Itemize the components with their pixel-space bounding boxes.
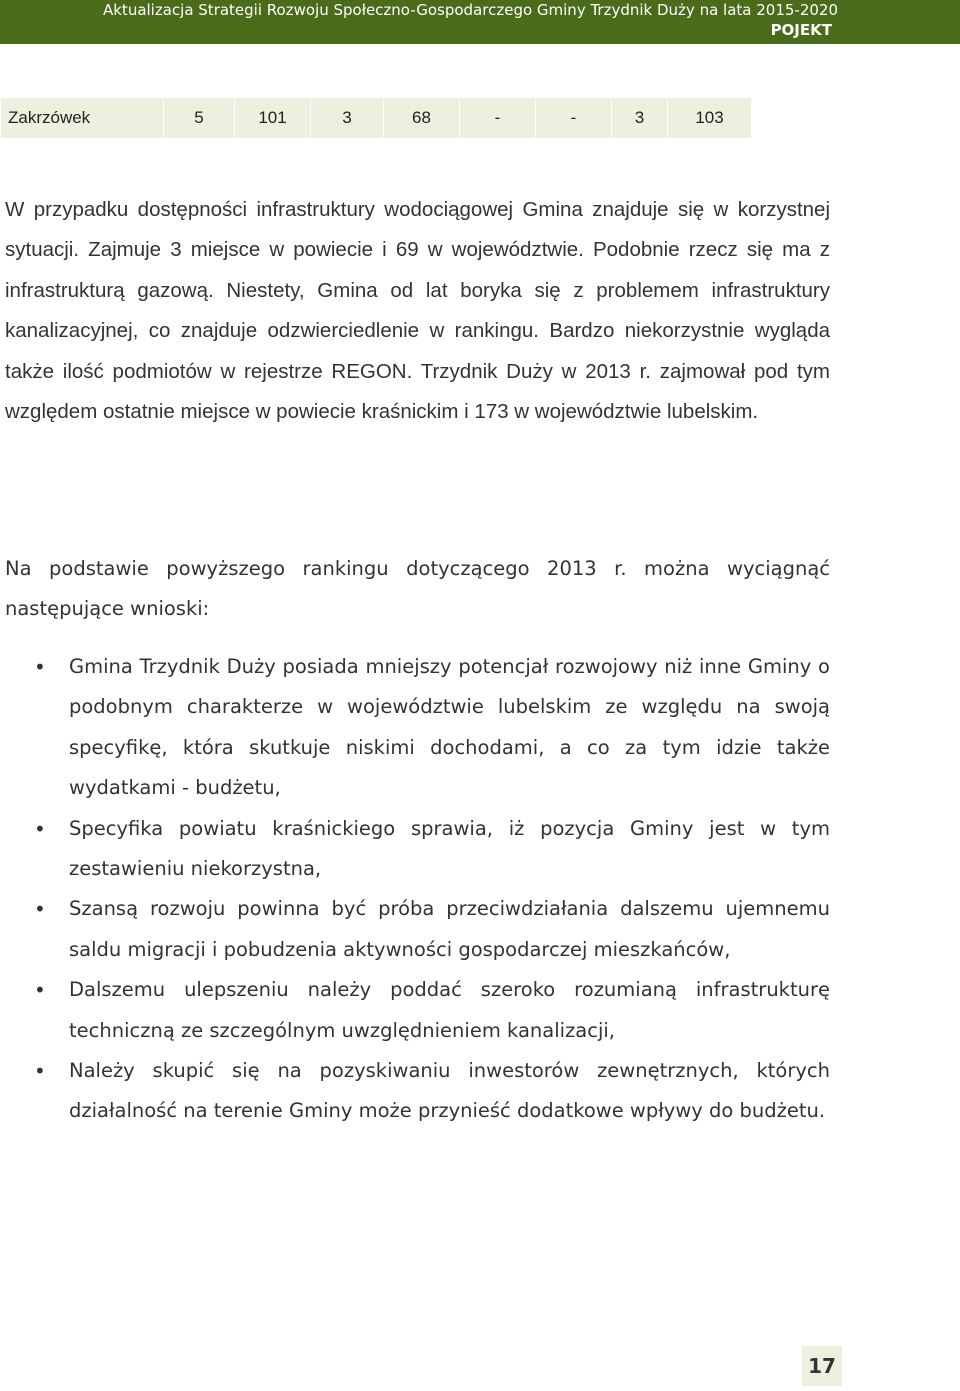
document-title: Aktualizacja Strategii Rozwoju Społeczno-Gospodarczego Gminy Trzydnik Duży na lata 2015-2020 (102, 1, 838, 19)
table-cell: 5 (164, 98, 235, 139)
table-cell-name: Zakrzówek (1, 98, 164, 139)
list-item: • Specyfika powiatu kraśnickiego sprawia, iż pozycja Gminy jest w tym zestawieniu niekorzystna, (0, 809, 830, 890)
paragraph-conclusions-intro: Na podstawie powyższego rankingu dotyczącego 2013 r. można wyciągnąć następujące wnioski: (5, 557, 830, 621)
table-cell: - (536, 98, 612, 139)
conclusions-list (0, 647, 830, 1132)
table-cell: 68 (384, 98, 460, 139)
list-item: • Należy skupić się na pozyskiwaniu inwestorów zewnętrznych, których działalność na terenie Gminy może przynieść dodatkowe wpływy do budżetu. (0, 1051, 830, 1132)
ranking-table (0, 97, 752, 139)
table-cell: 103 (668, 98, 752, 139)
list-item: • Gmina Trzydnik Duży posiada mniejszy potencjał rozwojowy niż inne Gminy o podobnym charakterze w województwie lubelskim ze względu na swoją specyfikę, która skutkuje niskimi dochodami, a co za tym idzie także wydatkami - budżetu, (0, 647, 830, 809)
paragraph-infrastructure: W przypadku dostępności infrastruktury wodociągowej Gmina znajduje się w korzystnej sytuacji. Zajmuje 3 miejsce w powiecie i 69 w województwie. Podobnie rzecz się ma z infrastrukturą gazową. Niestety, Gmina od lat boryka się z problemem infrastruktury kanalizacyjnej, co znajduje odzwierciedlenie w rankingu. Bardzo niekorzystnie wygląda także ilość podmiotów w rejestrze REGON. Trzydnik Duży w 2013 r. zajmował pod tym względem ostatnie miejsce w powiecie kraśnickim i 173 w województwie lubelskim. (5, 198, 830, 424)
list-item: • Szansą rozwoju powinna być próba przeciwdziałania dalszemu ujemnemu saldu migracji i pobudzenia aktywności gospodarczej mieszkańców, (0, 889, 830, 970)
table-cell: - (460, 98, 536, 139)
list-item: • Dalszemu ulepszeniu należy poddać szeroko rozumianą infrastrukturę techniczną ze szczególnym uwzględnieniem kanalizacji, (0, 970, 830, 1051)
page-header (0, 0, 960, 44)
document-status: POJEKT (770, 21, 832, 39)
table-cell: 3 (612, 98, 668, 139)
table-row (1, 98, 752, 139)
table-cell: 3 (311, 98, 384, 139)
table-cell: 101 (235, 98, 311, 139)
page-number: 17 (802, 1346, 842, 1386)
